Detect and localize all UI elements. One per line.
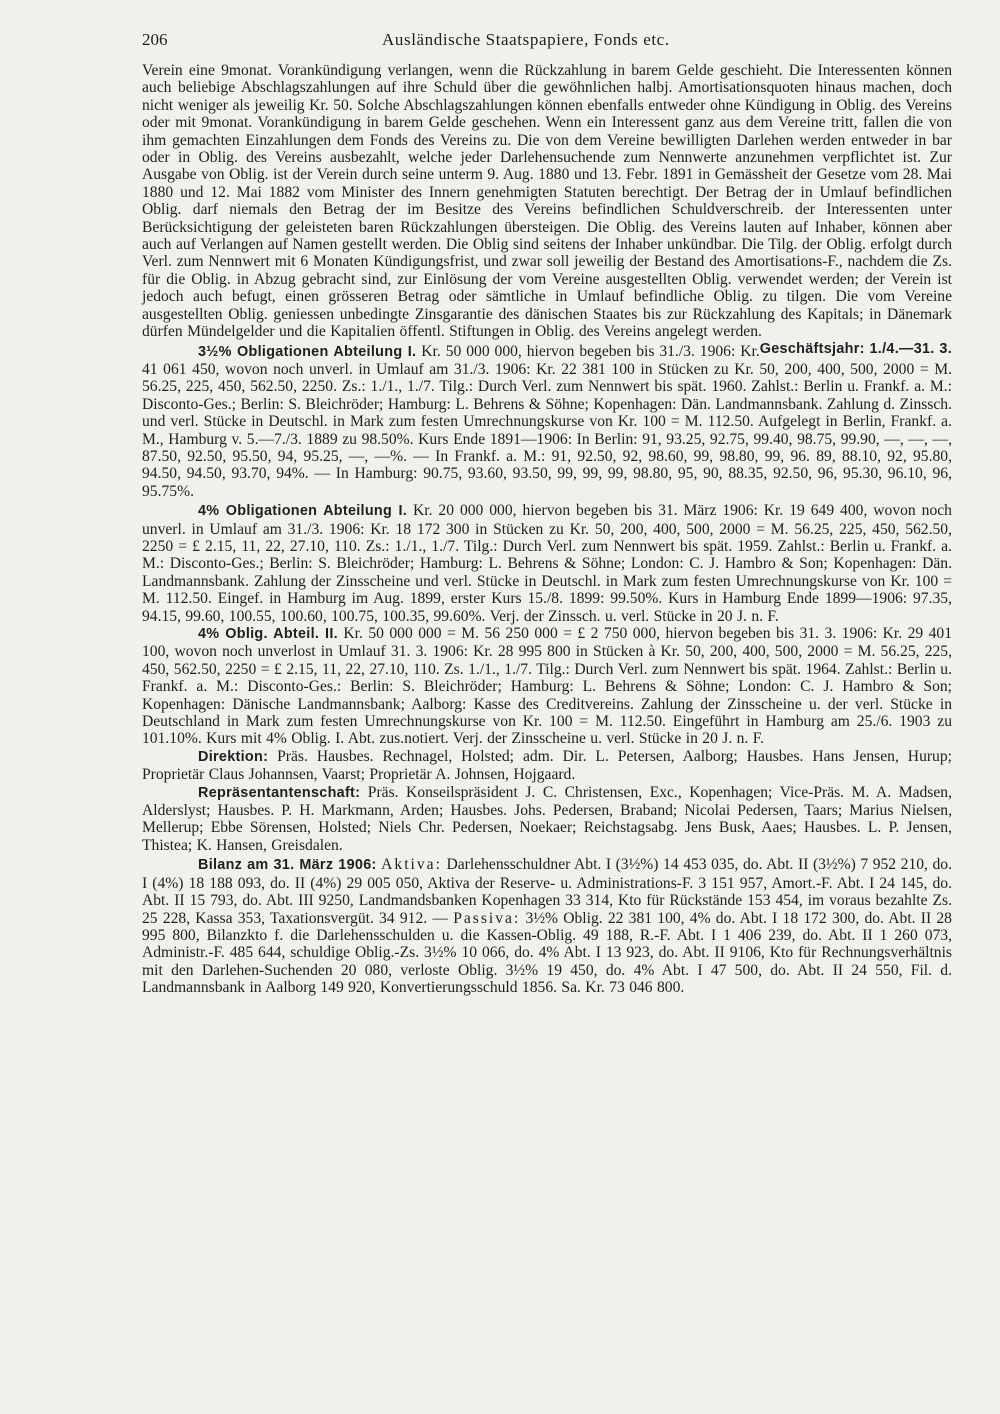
section-text: Präs. Konseilspräsident J. C. Christensen, Exc., Kopenhagen; Vice-Präs. M. A. Madsen, Alderslyst; Hausbes. P. H. Markmann, Arden; Hausbes. Johs. Pedersen, Braband; Nicolai Pedersen, Taars; Marius Nielsen, Mellerup; Ebbe Sörensen, Holsted; Niels Chr. Pedersen, Noekaer; Reichstagsabg. Jens Busk, Aaes; Hausbes. L. P. Jensen, Thistea; K. Hansen, Greisdalen. [142,783,952,854]
paragraph-direktion [142,748,952,784]
paragraph-bilanz [142,856,952,996]
fiscal-year: Geschäftsjahr: 1./4.—31. 3. [759,340,952,357]
page-number: 206 [142,30,168,49]
paragraph-repraesentantenschaft [142,784,952,855]
section-text: Kr. 20 000 000, hiervon begeben bis 31. März 1906: Kr. 19 649 400, wovon noch unverl. in Umlauf am 31./3. 1906: Kr. 18 172 300 in Stücken zu Kr. 50, 200, 400, 500, 2000 = M. 56.25, 225, 450, 562.50, 2250 = £ 2.15, 11, 22, 27.10, 110. Zs.: 1./1., 1./7. Tilg.: Durch Verl. zum Nennwert bis spät. 1959. Zahlst.: Berlin u. Frankf. a. M.: Disconto-Ges.; Berlin: S. Bleichröder; Hamburg: L. Behrens & Söhne; London: C. J. Hambro & Son; Kopenhagen: Dän. Landmannsbank. Zahlung der Zinsscheine und verl. Stücke in Deutschl. in Mark zum festen Umrechnungskurse von Kr. 100 = M. 112.50. Eingef. in Hamburg im Aug. 1899, erster Kurs 15./8. 1899: 99.50%. Kurs in Hamburg Ende 1899—1906: 97.35, 94.15, 99.60, 100.55, 100.60, 100.75, 100.35, 99.60%. Verj. der Zinssch. u. verl. Stücke in 20 J. n. F. [142,502,952,625]
section-lead: Bilanz am 31. März 1906: [198,857,377,874]
aktiva-text: Darlehensschuldner Abt. I (3½%) 14 453 035, do. Abt. II (3½%) 7 952 210, do. I (4%) 18 188 093, do. II (4%) 29 005 050, Aktiva der Reserve- u. Administrations-F. 3 151 957, Amort.-F. Abt. I 24 145, do. Abt. II 15 793, do. Abt. III 9250, Landmandsbanken Kopenhagen 33 314, Kto für Rückstände 153 454, im voraus bezahlte Zs. 25 228, Kassa 353, Taxationsvergüt. 34 912. — [142,856,952,927]
section-lead: 3½% Obligationen Abteilung I. [198,343,417,360]
passiva-label: Passiva: [453,909,521,927]
statutes-text: Verein eine 9monat. Vorankündigung verlangen, wenn die Rückzahlung in barem Gelde geschieht. Die Interessenten können auch beliebige Abschlagszahlungen auf ihre Schuld über die gewöhnlichen halbj. Amortisationsquoten hinaus machen, doch nicht weniger als jeweilig Kr. 50. Solche Abschlagszahlungen können ebenfalls entweder ohne Kündigung in Oblig. des Vereins oder mit 9monat. Vorankündigung in barem Gelde geschehen. Wenn ein Interessent ganz aus dem Vereine tritt, fallen die von ihm gemachten Einzahlungen dem Fonds des Vereins zu. Die von dem Vereine bewilligten Darlehen werden entweder in bar oder in Oblig. des Vereins ausbezahlt, welche jeder Darlehensuchende zum Nennwerte anzunehmen verpflichtet ist. Zur Ausgabe von Oblig. ist der Verein durch seine unterm 9. Aug. 1880 und 13. Febr. 1891 in Gemässheit der Gesetze vom 28. Mai 1880 und 12. Mai 1882 vom Minister des Innern genehmigten Statuten berechtigt. Der Betrag der in Umlauf befindlichen Oblig. darf niemals den Betrag der im Besitze des Vereins befindlichen Schuldverschreib. der Interessenten unter Berücksichtigung der geleisteten baren Rückzahlungen übersteigen. Die Oblig. des Vereins lauten auf Inhaber, können aber auch auf Verlangen auf Namen gestellt werden. Die Oblig sind seitens der Inhaber unkündbar. Die Tilg. der Oblig. erfolgt durch Verl. zum Nennwert mit 6 Monaten Kündigungsfrist, und zwar soll jeweilig der Bestand des Amortisations-F., nachdem die Zs. für die Oblig. in Abzug gebracht sind, zur Einlösung der vom Vereine ausgestellten Oblig. verwendet werden; der Verein ist jedoch auch befugt, einen grösseren Betrag oder sämtliche in Umlauf befindliche Oblig. zu tilgen. Die vom Vereine ausgestellten Oblig. geniessen unbedingte Zinsgarantie des dänischen Staates bis zur Rückzahlung des Kapitals; in Dänemark dürfen Mündelgelder und die Kapitalien öffentl. Stiftungen in Oblig. des Vereins angelegt werden. [142,62,952,341]
aktiva-label: Aktiva: [381,856,442,874]
page-header [142,22,952,62]
running-head: Ausländische Staatspapiere, Fonds etc. [382,30,670,49]
section-lead: Repräsentantenschaft: [198,784,361,801]
paragraph-obligations-3-5-abt-1 [142,340,952,501]
paragraph-obligations-4-abt-1 [142,502,952,625]
paragraph-obligations-4-abt-2 [142,625,952,748]
section-text: Präs. Hausbes. Rechnagel, Holsted; adm. Dir. L. Petersen, Aalborg; Hausbes. Hans Jensen, Hurup; Proprietär Claus Johannsen, Vaarst; Proprietär A. Johnsen, Hojgaard. [142,747,952,784]
section-text: Kr. 50 000 000 = M. 56 250 000 = £ 2 750 000, hiervon begeben bis 31. 3. 1906: Kr. 29 401 100, wovon noch unverlost in Umlauf 31. 3. 1906: Kr. 28 995 800 in Stücken à Kr. 50, 200, 400, 500, 2000 = M. 56.25, 225, 450, 562.50, 2250 = £ 2.15, 11, 22, 27.10, 110. Zs. 1./1., 1./7. Tilg.: Durch Verl. zum Nennwert bis spät. 1964. Zahlst.: Berlin u. Frankf. a. M.: Disconto-Ges.: Berlin: S. Bleichröder; Hamburg: L. Behrens & Söhne; London: C. J. Hambro & Son; Kopenhagen: Dänische Landmannsbank; Aalborg: Kasse des Creditvereins. Zahlung der Zinsscheine u. der verl. Stücke in Deutschland in Mark zum festen Umrechnungskurse von Kr. 100 = M. 112.50. Eingeführt in Hamburg am 25./6. 1903 zu 101.10%. Kurs mit 4% Oblig. I. Abt. zus.notiert. Verj. der Zinsscheine u. verl. Stücke in 20 J. n. F. [142,625,952,748]
section-lead: 4% Oblig. Abteil. II. [198,626,338,642]
section-lead: 4% Obligationen Abteilung I. [198,503,408,520]
passiva-text: 3½% Oblig. 22 381 100, 4% do. Abt. I 18 172 300, do. Abt. II 28 995 800, Bilanzkto f. die Darlehensschulden u. die Kassen-Oblig. 49 188, R.-F. Abt. I 1 406 239, do. Abt. II 1 260 073, Administr.-F. 485 644, schuldige Oblig.-Zs. 3½% 10 066, do. 4% Abt. I 13 923, do. Abt. II 9106, Kto für Rechnungsverhältnis mit den Darlehen-Suchenden 20 080, verloste Oblig. 3½% 19 450, do. 4% Abt. I 47 500, do. Abt. II 24 550, Fil. d. Landmannsbank in Aalborg 149 920, Konvertierungsschuld 1856. Sa. Kr. 73 046 800. [142,909,952,997]
section-lead: Direktion: [198,748,269,765]
section-text: Kr. 50 000 000, hiervon begeben bis 31./3. 1906: Kr. 41 061 450, wovon noch unverl. in Umlauf am 31./3. 1906: Kr. 22 381 100 in Stücken zu Kr. 50, 200, 400, 500, 2000 = M. 56.25, 225, 450, 562.50, 2250. Zs.: 1./1., 1./7. Tilg.: Durch Verl. zum Nennwert bis spät. 1960. Zahlst.: Berlin u. Frankf. a. M.: Disconto-Ges.; Berlin: S. Bleichröder; Hamburg: L. Behrens & Söhne; Kopenhagen: Dän. Landmannsbank. Zahlung d. Zinssch. und verl. Stücke in Deutschl. in Mark zum festen Umrechnungskurse von Kr. 100 = M. 112.50. Aufgelegt in Berlin, Frankf. a. M., Hamburg v. 5.—7./3. 1889 zu 98.50%. Kurs Ende 1891—1906: In Berlin: 91, 93.25, 92.75, 99.40, 98.75, 99.90, —, —, —, 87.50, 92.50, 95.50, 94, 95.25, —, —%. — In Frankf. a. M.: 91, 92.50, 92, 98.60, 99, 98.80, 99, 96. 89, 88.10, 92, 95.80, 94.50, 94.50, 93.70, 94%. — In Hamburg: 90.75, 93.60, 93.50, 99, 99, 99, 98.80, 95, 90, 88.35, 92.50, 96, 95.30, 96.10, 96, 95.75%. [142,342,952,500]
